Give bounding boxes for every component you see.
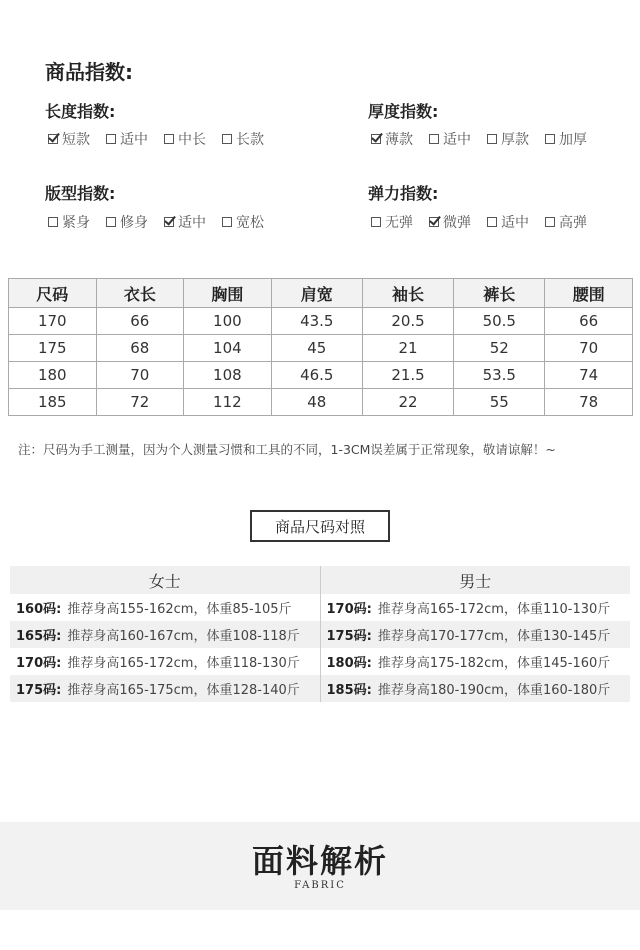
table-cell: 72: [96, 389, 184, 416]
size-compare-title: 商品尺码对照: [250, 510, 390, 542]
table-cell: 45: [271, 335, 362, 362]
option-elastic-medium: 适中: [487, 212, 529, 232]
size-reference-table: [10, 566, 630, 702]
table-cell: 55: [454, 389, 545, 416]
women-size-cell: 175码: 推荐身高165-175cm，体重128-140斤: [10, 675, 321, 702]
checkbox-icon: [487, 217, 497, 227]
table-cell: 50.5: [454, 308, 545, 335]
table-cell: 112: [184, 389, 272, 416]
table-row: [10, 648, 630, 675]
length-index-title: 长度指数:: [45, 102, 116, 121]
option-length-long: 长款: [222, 129, 264, 149]
women-size-cell: 170码: 推荐身高165-172cm，体重118-130斤: [10, 648, 321, 675]
checkbox-icon: [545, 134, 555, 144]
table-row: [10, 594, 630, 621]
women-size-cell: 160码: 推荐身高155-162cm，体重85-105斤: [10, 594, 321, 621]
option-elastic-slight: 微弹: [429, 212, 471, 232]
table-cell: 46.5: [271, 362, 362, 389]
checkbox-icon: [371, 217, 381, 227]
table-cell: 175: [9, 335, 97, 362]
option-thickness-extra: 加厚: [545, 129, 587, 149]
checkbox-icon: [429, 134, 439, 144]
header-length: 衣长: [96, 279, 184, 308]
checkbox-icon: [222, 217, 232, 227]
table-cell: 53.5: [454, 362, 545, 389]
table-cell: 20.5: [362, 308, 453, 335]
table-cell: 70: [96, 362, 184, 389]
men-column-header: 男士: [321, 566, 631, 594]
option-elastic-none: 无弹: [371, 212, 413, 232]
table-cell: 52: [454, 335, 545, 362]
women-column-header: 女士: [10, 566, 321, 594]
header-chest: 胸围: [184, 279, 272, 308]
header-shoulder: 肩宽: [271, 279, 362, 308]
header-size: 尺码: [9, 279, 97, 308]
checked-box-icon: [429, 217, 439, 227]
men-size-cell: 170码: 推荐身高165-172cm，体重110-130斤: [326, 602, 611, 617]
thickness-index-title: 厚度指数:: [368, 102, 439, 121]
table-row: [10, 675, 630, 702]
index-section-title: 商品指数:: [45, 60, 133, 84]
option-fit-slim: 修身: [106, 212, 148, 232]
checkbox-icon: [164, 134, 174, 144]
table-row: [9, 335, 633, 362]
option-thickness-thick: 厚款: [487, 129, 529, 149]
measurement-note: 注：尺码为手工测量，因为个人测量习惯和工具的不同，1-3CM误差属于正常现象，敬请谅解！~: [18, 442, 556, 457]
table-cell: 66: [96, 308, 184, 335]
table-row: [9, 308, 633, 335]
table-cell: 21.5: [362, 362, 453, 389]
table-cell: 70: [545, 335, 633, 362]
table-cell: 48: [271, 389, 362, 416]
table-cell: 100: [184, 308, 272, 335]
checked-box-icon: [164, 217, 174, 227]
table-cell: 21: [362, 335, 453, 362]
fit-index-options: [48, 212, 280, 232]
option-length-medium: 适中: [106, 129, 148, 149]
option-fit-tight: 紧身: [48, 212, 90, 232]
table-row: [10, 621, 630, 648]
table-cell: 74: [545, 362, 633, 389]
checkbox-icon: [487, 134, 497, 144]
option-elastic-high: 高弹: [545, 212, 587, 232]
length-index-options: [48, 129, 280, 149]
option-thickness-thin: 薄款: [371, 129, 413, 149]
option-length-short: 短款: [48, 129, 90, 149]
option-fit-regular: 适中: [164, 212, 206, 232]
checkbox-icon: [106, 217, 116, 227]
table-cell: 68: [96, 335, 184, 362]
elasticity-index-options: [371, 212, 603, 232]
table-cell: 78: [545, 389, 633, 416]
women-size-cell: 165码: 推荐身高160-167cm，体重108-118斤: [10, 621, 321, 648]
option-length-midlong: 中长: [164, 129, 206, 149]
table-cell: 22: [362, 389, 453, 416]
checked-box-icon: [371, 134, 381, 144]
size-table: [8, 278, 633, 416]
table-cell: 170: [9, 308, 97, 335]
size-table-header: [9, 279, 633, 308]
fabric-section-title: 面料解析: [251, 842, 388, 880]
option-thickness-medium: 适中: [429, 129, 471, 149]
fit-index-title: 版型指数:: [45, 184, 116, 203]
table-cell: 185: [9, 389, 97, 416]
checked-box-icon: [48, 134, 58, 144]
men-size-cell: 175码: 推荐身高170-177cm，体重130-145斤: [326, 629, 611, 644]
table-row: [9, 362, 633, 389]
elasticity-index-title: 弹力指数:: [368, 184, 439, 203]
men-size-cell: 180码: 推荐身高175-182cm，体重145-160斤: [326, 656, 611, 671]
option-fit-loose: 宽松: [222, 212, 264, 232]
checkbox-icon: [48, 217, 58, 227]
header-waist: 腰围: [545, 279, 633, 308]
table-cell: 66: [545, 308, 633, 335]
checkbox-icon: [545, 217, 555, 227]
header-sleeve: 袖长: [362, 279, 453, 308]
table-cell: 180: [9, 362, 97, 389]
size-reference-header: [10, 566, 630, 594]
men-size-cell: 185码: 推荐身高180-190cm，体重160-180斤: [326, 683, 611, 698]
table-cell: 108: [184, 362, 272, 389]
checkbox-icon: [222, 134, 232, 144]
fabric-section-subtitle: FABRIC: [294, 880, 346, 891]
checkbox-icon: [106, 134, 116, 144]
table-cell: 104: [184, 335, 272, 362]
thickness-index-options: [371, 129, 603, 149]
header-pants-length: 裤长: [454, 279, 545, 308]
table-cell: 43.5: [271, 308, 362, 335]
table-row: [9, 389, 633, 416]
